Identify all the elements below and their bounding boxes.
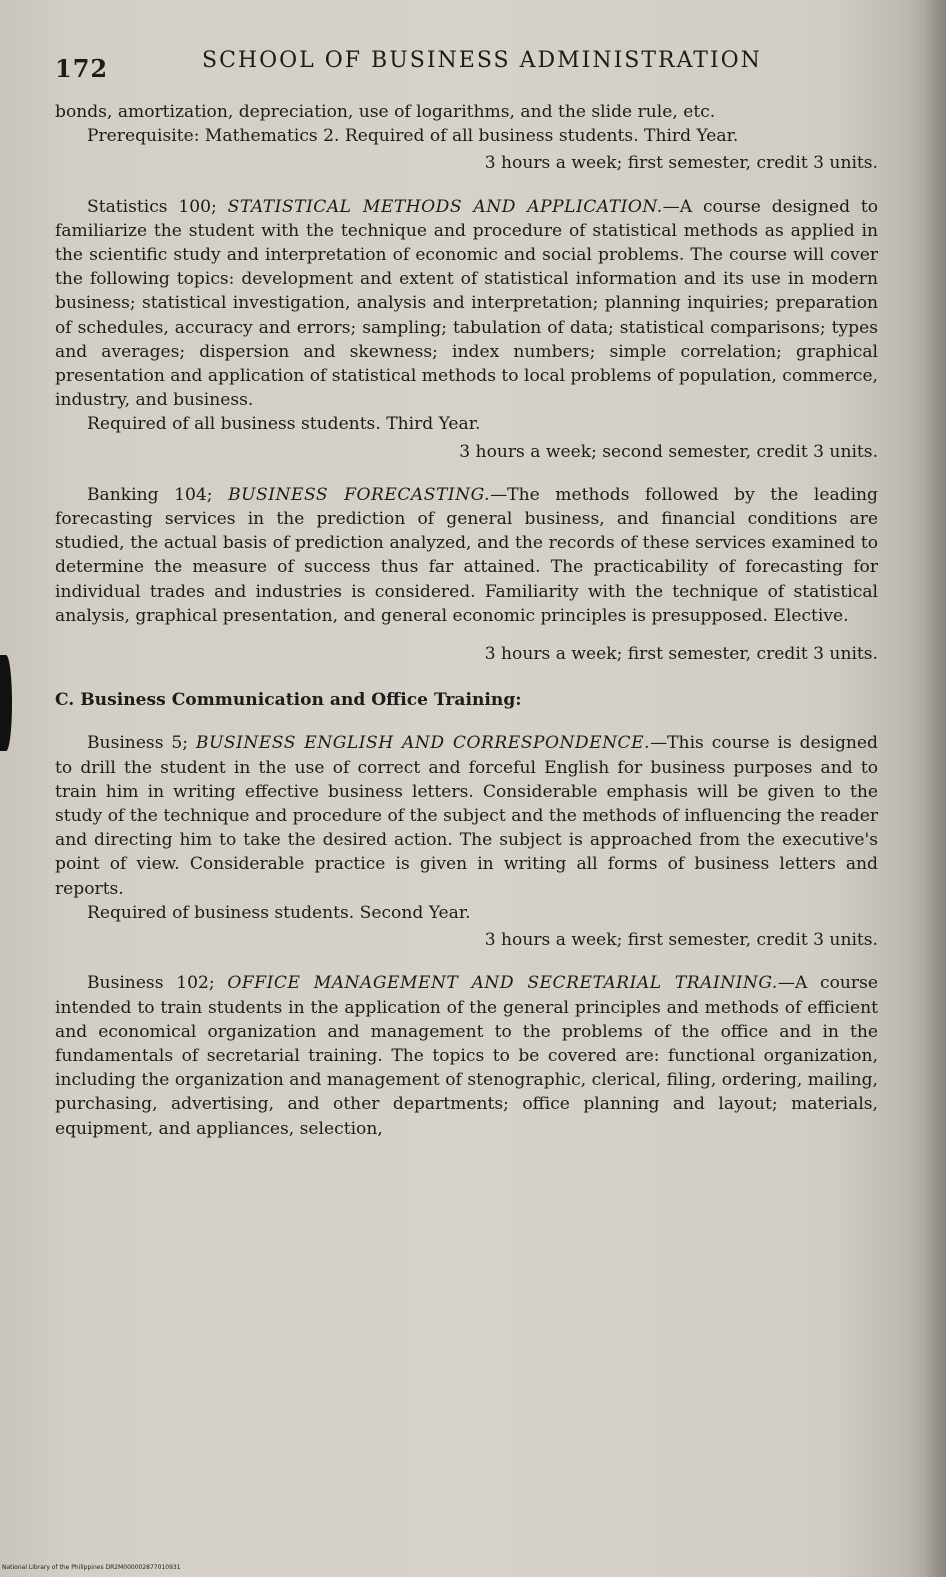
running-title: SCHOOL OF BUSINESS ADMINISTRATION (202, 48, 762, 73)
course-title: BUSINESS ENGLISH AND CORRESPONDENCE. (195, 733, 651, 754)
course-paragraph (55, 483, 878, 628)
course-paragraph (55, 971, 878, 1140)
course-statistics-100 (55, 195, 878, 464)
course-description: —A course designed to familiarize the student with the technique and procedure of statistical methods as applied in the scientific study and interpretation of economic and social problems. The course will cover the following topics: development and extent of statistical information and its use in modern business; statistical investigation, analysis and interpretation; planning inquiries; preparation of schedules, accuracy and errors; sampling; tabulation of data; statistical comparisons; types and averages; dispersion and skewness; index numbers; simple correlation; graphical presentation and application of statistical methods to local problems of population, commerce, industry, and business. (55, 196, 879, 411)
course-description: —A course intended to train students in the application of the general principles and methods of efficient and economical organization and management to the problems of the office and in the fundamentals of secretarial training. The topics to be covered are: functional organization, including the organization and management of stenographic, clerical, filing, ordering, mailing, purchasing, advertising, and other departments; office planning and layout; materials, equipment, and appliances, selection, (55, 973, 878, 1139)
page-number: 172 (55, 54, 109, 83)
course-requirement: Required of business students. Second Year. (87, 902, 471, 923)
course-hours: 3 hours a week; first semester, credit 3 units. (484, 644, 878, 665)
course-title: BUSINESS FORECASTING. (228, 484, 491, 505)
course-code: Business 102; (87, 973, 215, 994)
course-description: —This course is designed to drill the student in the use of correct and forceful English for business purposes and to train him in writing effective business letters. Considerable emphasis will be given to the study of the technique and procedure of the subject and the methods of influencing the reader and directing him to take the desired action. The subject is approached from the executive's point of view. Considerable practice is given in writing all forms of business letters and reports. (55, 733, 878, 899)
course-hours: 3 hours a week; second semester, credit 3 units. (459, 441, 878, 462)
course-business-5 (55, 731, 878, 952)
course-code: Banking 104; (87, 484, 213, 505)
course-description: —The methods followed by the leading forecasting services in the prediction of general business, and financial conditions are studied, the actual basis of prediction analyzed, and the records of these services examined to determine the measure of success thus far attained. The practicability of forecasting for individual trades and industries is considered. Familiarity with the technique of statistical analysis, graphical presentation, and general economic principles is presupposed. Elective. (55, 484, 879, 626)
course-title: STATISTICAL METHODS AND APPLICATION. (227, 196, 663, 217)
intro-requirement: Prerequisite: Mathematics 2. Required of all business students. Third Year. (87, 126, 739, 147)
course-code: Business 5; (87, 733, 189, 754)
page-header (55, 44, 886, 84)
page-body (55, 100, 878, 1141)
course-business-102 (55, 971, 878, 1140)
intro-text: bonds, amortization, depreciation, use of logarithms, and the slide rule, etc. (55, 102, 716, 122)
course-title: OFFICE MANAGEMENT AND SECRETARIAL TRAINING. (227, 973, 778, 994)
course-paragraph (55, 195, 878, 413)
section-heading: C. Business Communication and Office Training: (55, 690, 522, 711)
course-code: Statistics 100; (87, 196, 217, 217)
page-edge-shadow (924, 0, 946, 1577)
course-requirement: Required of all business students. Third Year. (87, 414, 481, 435)
course-hours: 3 hours a week; first semester, credit 3 units. (484, 930, 878, 951)
binding-mark (0, 655, 12, 751)
course-banking-104 (55, 483, 878, 666)
library-credit: National Library of the Philippines DR2M000002877010931 (2, 1564, 181, 1571)
intro-hours: 3 hours a week; first semester, credit 3 units. (484, 153, 878, 174)
course-paragraph (55, 731, 878, 900)
